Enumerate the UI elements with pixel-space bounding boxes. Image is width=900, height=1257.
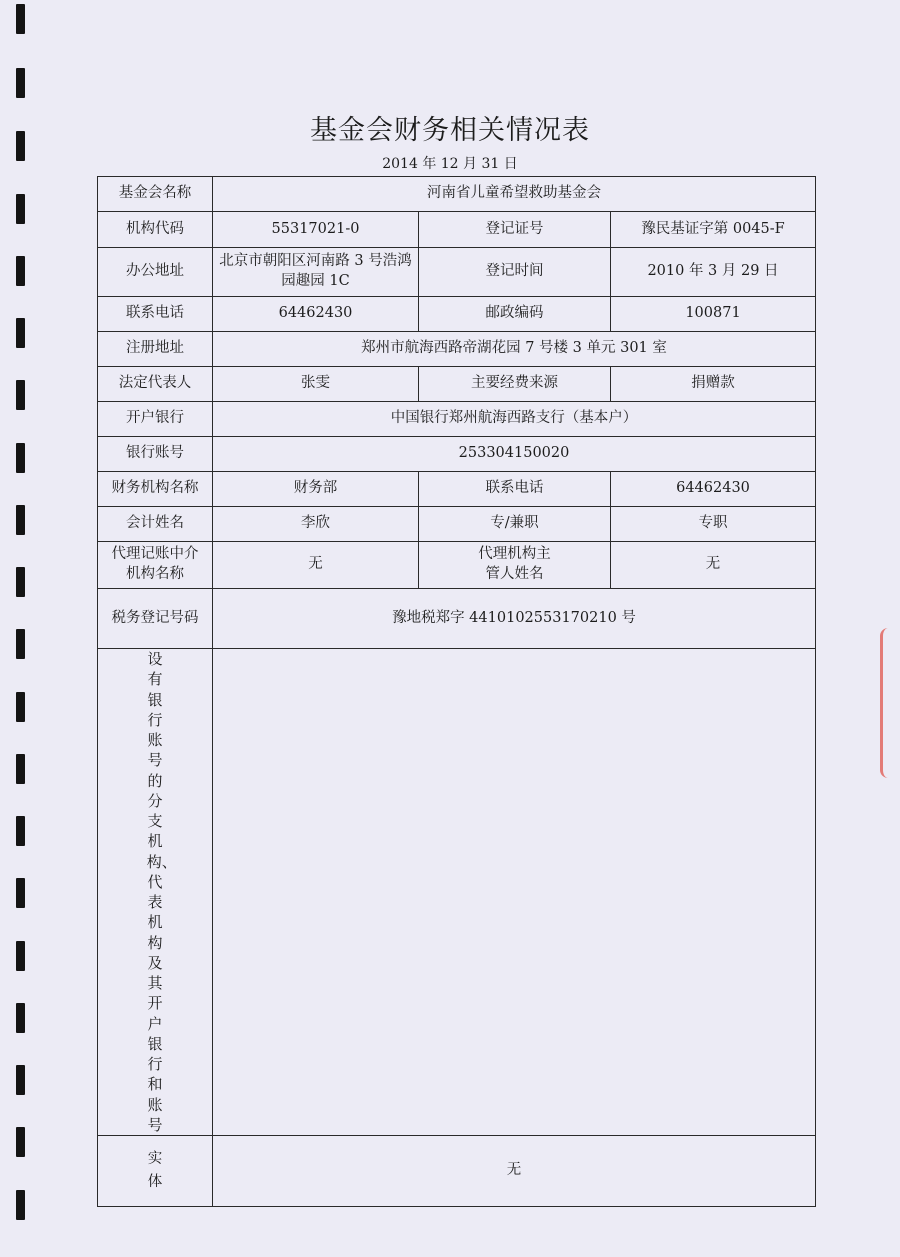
employment-type-value: 专职 — [611, 507, 816, 542]
agent-value: 无 — [213, 542, 419, 589]
bank-label: 开户银行 — [98, 402, 213, 437]
tax-value: 豫地税郑字 4410102553170210 号 — [213, 589, 816, 649]
entity-label — [98, 1136, 213, 1207]
finance-dept-value: 财务部 — [213, 472, 419, 507]
table-row — [98, 437, 816, 472]
binding-hole-mark — [16, 318, 25, 348]
foundation-name-value: 河南省儿童希望救助基金会 — [213, 177, 816, 212]
binding-hole-mark — [16, 878, 25, 908]
binding-hole-mark — [16, 1127, 25, 1157]
branches-label — [98, 649, 213, 1136]
table-row — [98, 212, 816, 248]
table-row — [98, 332, 816, 367]
org-code-label: 机构代码 — [98, 212, 213, 248]
binding-hole-mark — [16, 505, 25, 535]
document-title: 基金会财务相关情况表 — [310, 115, 590, 146]
office-address-label: 办公地址 — [98, 248, 213, 297]
legal-rep-value: 张雯 — [213, 367, 419, 402]
binding-hole-mark — [16, 629, 25, 659]
red-seal-stamp — [880, 628, 900, 778]
table-row — [98, 472, 816, 507]
account-value: 253304150020 — [213, 437, 816, 472]
table-row — [98, 649, 816, 1136]
reg-cert-value: 豫民基证字第 0045-F — [611, 212, 816, 248]
agent-head-label-text: 代理机构主管人姓名 — [478, 546, 551, 582]
phone-label: 联系电话 — [98, 297, 213, 332]
binding-hole-mark — [16, 443, 25, 473]
branches-value — [213, 649, 816, 1136]
binding-hole-mark — [16, 816, 25, 846]
binding-hole-mark — [16, 567, 25, 597]
legal-rep-label: 法定代表人 — [98, 367, 213, 402]
accountant-label: 会计姓名 — [98, 507, 213, 542]
binding-hole-mark — [16, 692, 25, 722]
binding-hole-mark — [16, 1003, 25, 1033]
employment-type-label: 专/兼职 — [419, 507, 611, 542]
phone-value: 64462430 — [213, 297, 419, 332]
foundation-name-label: 基金会名称 — [98, 177, 213, 212]
binding-hole-mark — [16, 256, 25, 286]
entity-label-text: 实体 — [147, 1150, 163, 1190]
binding-hole-mark — [16, 754, 25, 784]
reg-date-label: 登记时间 — [419, 248, 611, 297]
table-row — [98, 507, 816, 542]
binding-hole-mark — [16, 68, 25, 98]
finance-phone-label: 联系电话 — [419, 472, 611, 507]
tax-label: 税务登记号码 — [98, 589, 213, 649]
finance-dept-label: 财务机构名称 — [98, 472, 213, 507]
branches-label-text: 设有银行账号的分支机构、代表机构及其开户银行和账号 — [146, 650, 177, 1134]
binding-hole-mark — [16, 1190, 25, 1220]
table-row — [98, 367, 816, 402]
bank-value: 中国银行郑州航海西路支行（基本户） — [213, 402, 816, 437]
finance-info-table — [97, 176, 816, 1207]
entity-value: 无 — [213, 1136, 816, 1207]
table-row — [98, 402, 816, 437]
binding-hole-mark — [16, 380, 25, 410]
office-address-value: 北京市朝阳区河南路 3 号浩鸿园趣园 1C — [213, 248, 419, 297]
registered-address-value: 郑州市航海西路帝湖花园 7 号楼 3 单元 301 室 — [213, 332, 816, 367]
finance-phone-value: 64462430 — [611, 472, 816, 507]
funding-source-value: 捐赠款 — [611, 367, 816, 402]
table-row — [98, 248, 816, 297]
binding-hole-mark — [16, 4, 25, 34]
reg-date-value: 2010 年 3 月 29 日 — [611, 248, 816, 297]
table-row — [98, 1136, 816, 1207]
table-row — [98, 542, 816, 589]
binding-hole-mark — [16, 1065, 25, 1095]
postcode-label: 邮政编码 — [419, 297, 611, 332]
registered-address-label: 注册地址 — [98, 332, 213, 367]
accountant-value: 李欣 — [213, 507, 419, 542]
table-row — [98, 589, 816, 649]
agent-label-text: 代理记账中介机构名称 — [111, 546, 199, 582]
table-row — [98, 177, 816, 212]
table-row — [98, 297, 816, 332]
org-code-value: 55317021-0 — [213, 212, 419, 248]
agent-label — [98, 542, 213, 589]
binding-hole-mark — [16, 941, 25, 971]
postcode-value: 100871 — [611, 297, 816, 332]
agent-head-value: 无 — [611, 542, 816, 589]
document-date: 2014 年 12 月 31 日 — [382, 156, 518, 172]
agent-head-label — [419, 542, 611, 589]
reg-cert-label: 登记证号 — [419, 212, 611, 248]
account-label: 银行账号 — [98, 437, 213, 472]
funding-source-label: 主要经费来源 — [419, 367, 611, 402]
binding-hole-mark — [16, 194, 25, 224]
